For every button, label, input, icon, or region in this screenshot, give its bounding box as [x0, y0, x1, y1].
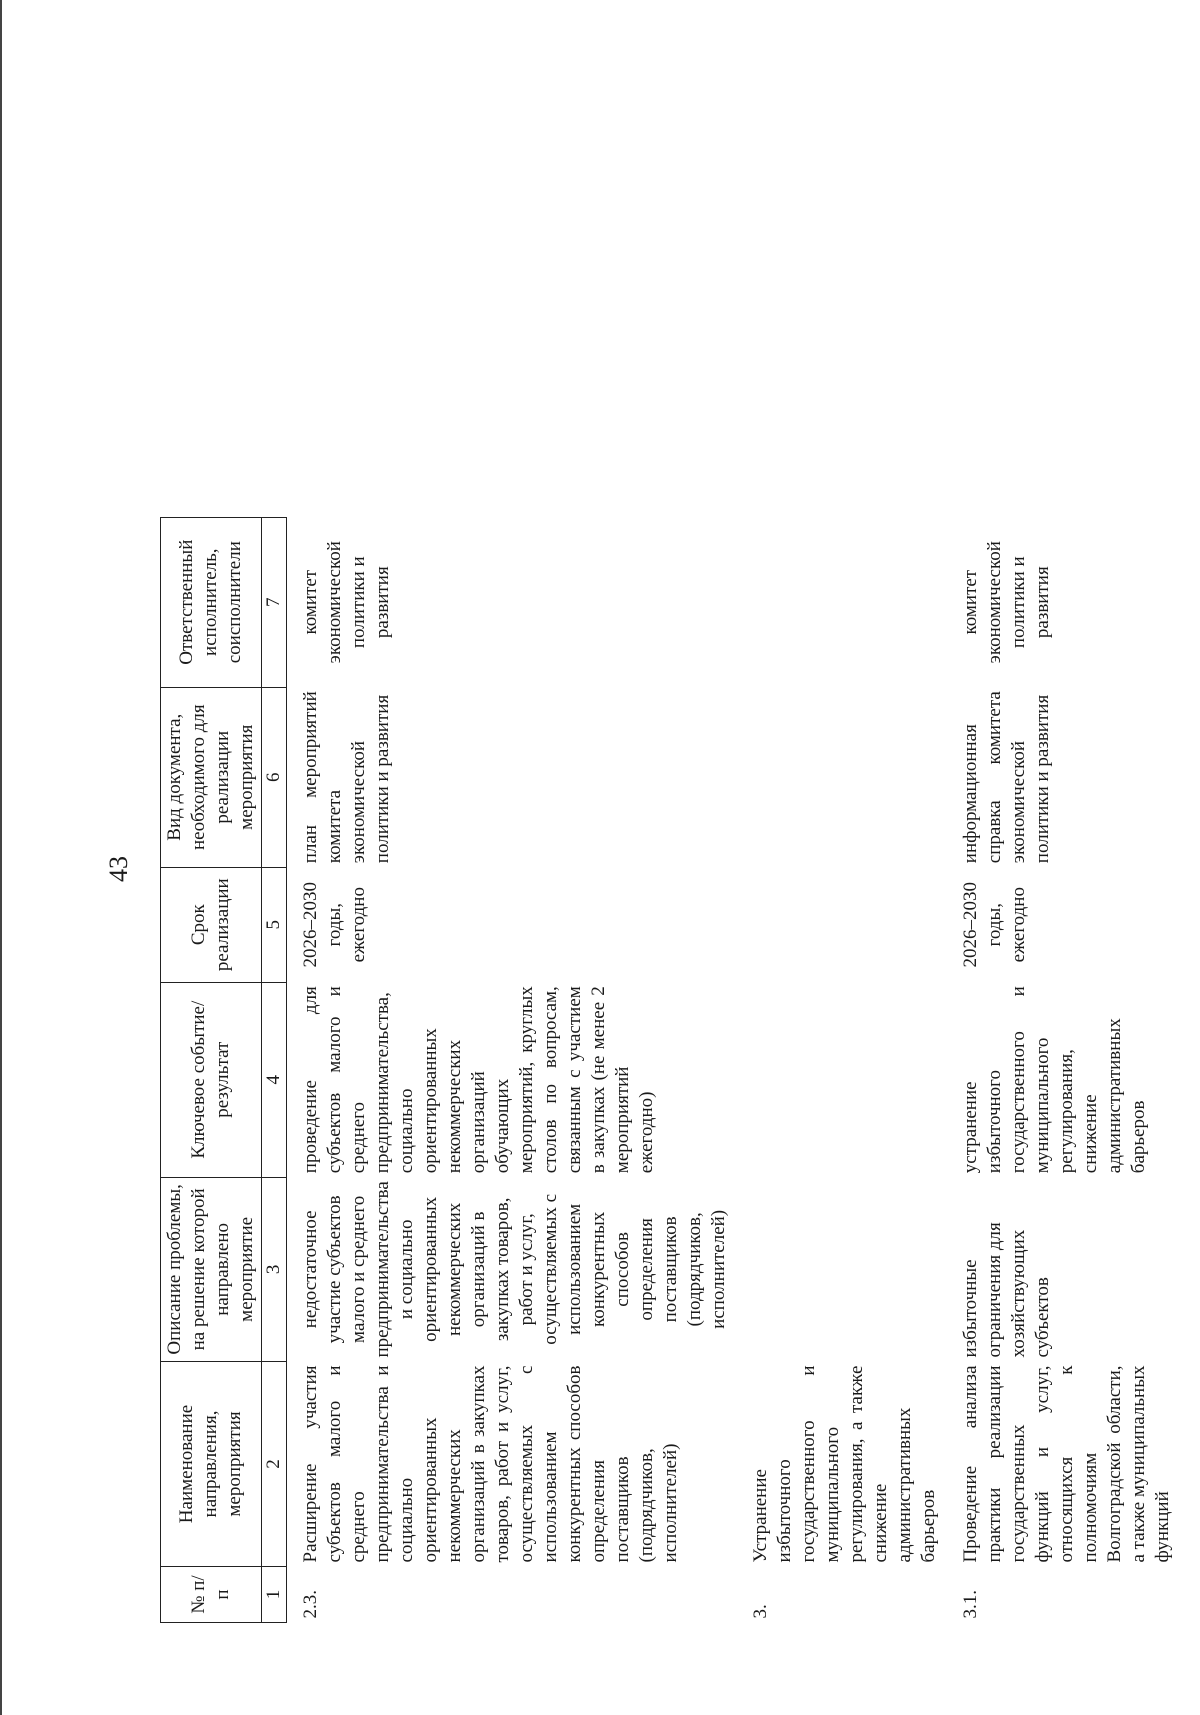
column-number: 2	[262, 1362, 287, 1567]
measures-table	[160, 517, 1181, 1623]
header-result: Ключевое событие/результат	[161, 982, 262, 1177]
table-row	[737, 517, 947, 1622]
row-name: Расширение участия субъектов малого и среднего предпринимательства и социально ориентированных некоммерческих организаций в закупках товаров, работ и услуг, осуществляемых с использованием конкурентных способов определения поставщиков (подрядчиков, исполнителей)	[300, 1365, 681, 1563]
row-name: Проведение анализа практики реализации государственных функций и услуг, относящихся к полномочиям Волгоградской области, а также муниципальных функций	[960, 1365, 1173, 1563]
row-problem: избыточные ограничения для хозяйствующих субъектов	[960, 1222, 1053, 1358]
column-number: 5	[262, 867, 287, 982]
row-result	[737, 982, 947, 1177]
row-num: 3.	[750, 1604, 771, 1619]
row-problem	[737, 1177, 947, 1361]
column-number-row	[262, 517, 287, 1622]
row-executor: комитет экономической политики и развития	[300, 541, 393, 664]
column-number: 6	[262, 687, 287, 867]
row-name: Устранение избыточного государственного и муниципального регулирования, а также снижение административных барьеров	[750, 1365, 939, 1563]
column-number: 7	[262, 517, 287, 687]
row-num: 2.3.	[300, 1590, 321, 1619]
row-executor	[737, 517, 947, 687]
row-term	[737, 867, 947, 982]
row-result: проведение для субъектов малого и среднего предпринимательства, социально ориентированных некоммерческих организаций обучающих мероприятий, круглых столов по вопросам, связанным с участием в закупках (не менее 2 мероприятий ежегодно)	[300, 986, 657, 1174]
page-number: 43	[104, 856, 133, 882]
row-term: 2026–2030 годы, ежегодно	[300, 881, 369, 968]
column-number: 1	[262, 1567, 287, 1623]
header-executor: Ответственный исполнитель, соисполнители	[161, 517, 262, 687]
row-document: план мероприятий комитета экономической политики и развития	[300, 691, 393, 864]
row-num: 3.1.	[960, 1590, 981, 1619]
row-term: 2026–2030 годы, ежегодно	[960, 881, 1029, 968]
row-problem: недостаточное участие субъектов малого и среднего предпринимательства и социально ориентированных некоммерческих организаций в закупках товаров, работ и услуг, осуществляемых с использованием конкурентных способов определения поставщиков (подрядчиков, исполнителей)	[300, 1181, 729, 1358]
header-problem: Описание проблемы, на решение которой направлено мероприятие	[161, 1177, 262, 1361]
row-result: устранение избыточного государственного и муниципального регулирования, снижение административных барьеров	[960, 986, 1149, 1174]
header-name: Наименование направления, мероприятия	[161, 1362, 262, 1567]
table-header-row	[161, 517, 262, 1622]
table-row	[287, 517, 738, 1622]
header-term: Срок реализации	[161, 867, 262, 982]
table-row	[947, 517, 1181, 1622]
header-num: № п/п	[161, 1567, 262, 1623]
row-document: информационная справка комитета экономической политики и развития	[960, 691, 1053, 864]
header-document: Вид документа, необходимого для реализации мероприятия	[161, 687, 262, 867]
column-number: 3	[262, 1177, 287, 1361]
row-executor: комитет экономической политики и развития	[960, 541, 1053, 664]
column-number: 4	[262, 982, 287, 1177]
row-document	[737, 687, 947, 867]
